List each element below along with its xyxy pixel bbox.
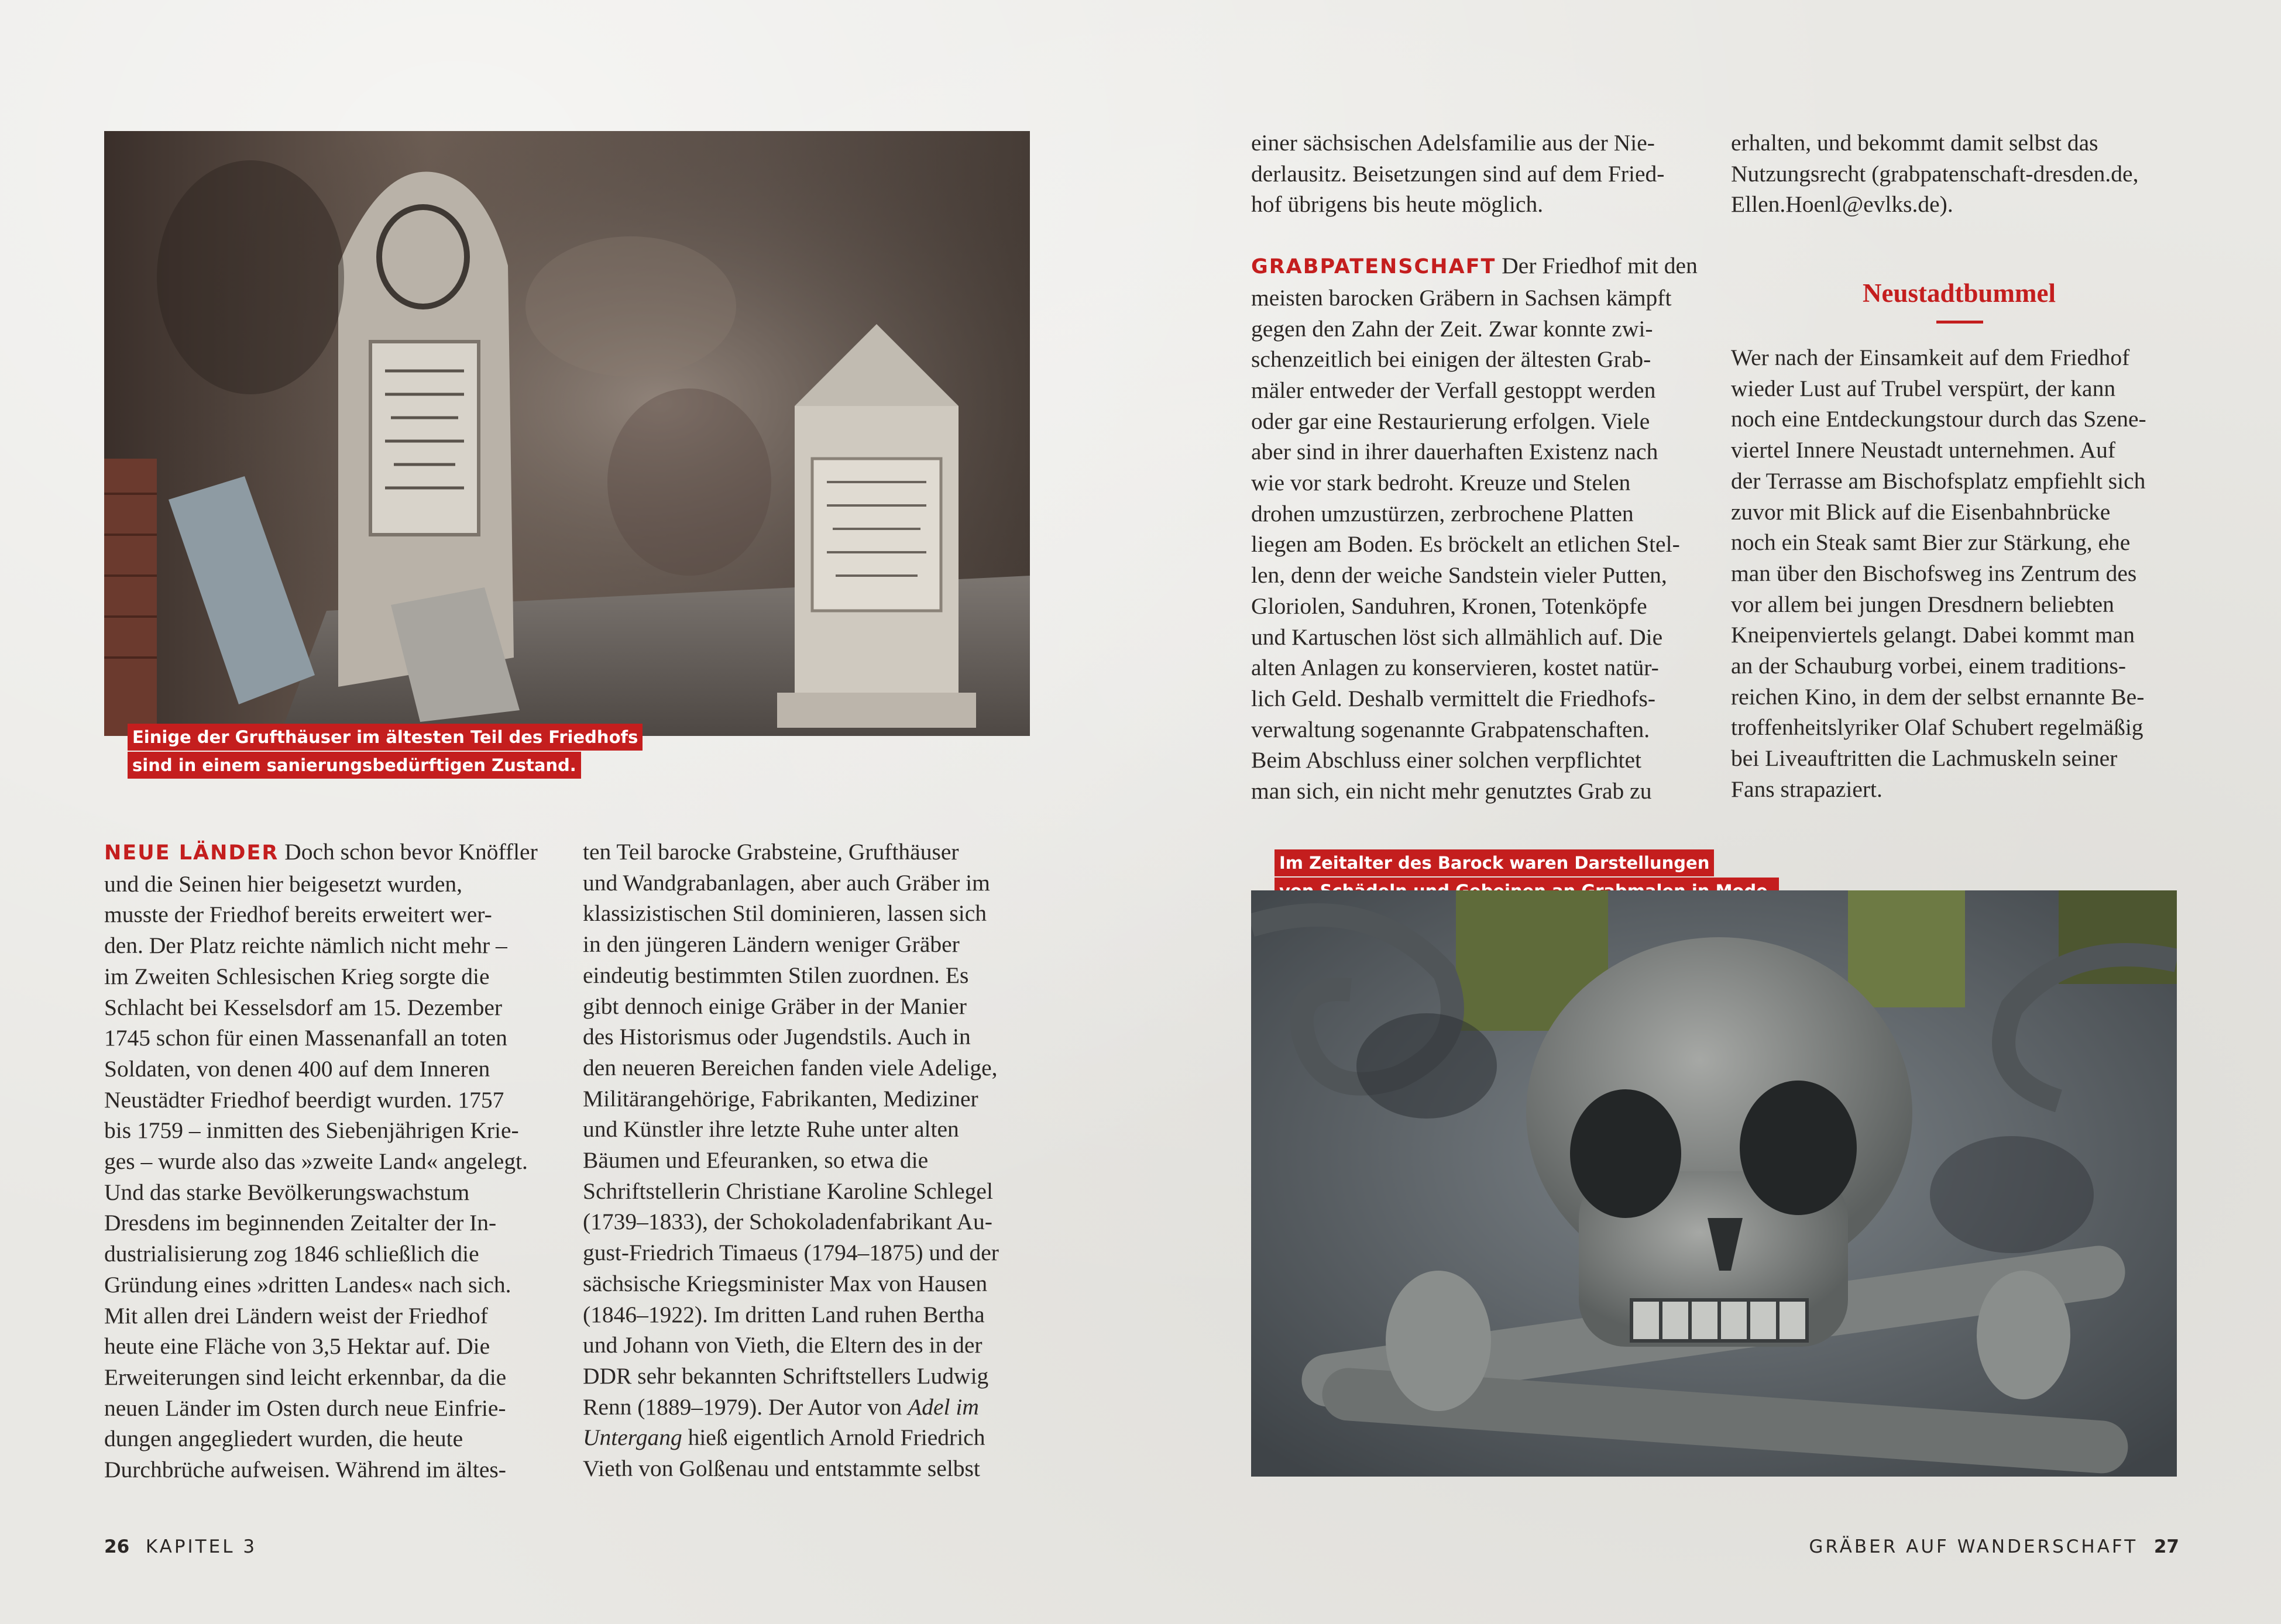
text-line: Schriftstellerin Christiane Karoline Schlegel [583,1178,993,1204]
text-line-with-title [583,1392,1033,1423]
text-line: 1745 schon für einen Massenanfall an toten [104,1025,507,1051]
text-line: heute eine Fläche von 3,5 Hektar auf. Die [104,1333,490,1360]
text-line: Mit allen drei Ländern weist der Friedhof [104,1302,488,1329]
book-title-fragment: Adel im [908,1394,979,1420]
text-line: und die Seinen hier beigesetzt wurden, [104,871,463,897]
text-line: Beim Abschluss einer solchen verpflichtet [1251,747,1641,773]
text-line: noch eine Entdeckungstour durch das Szene- [1731,406,2146,432]
text-line: bis 1759 – inmitten des Siebenjährigen Krie- [104,1117,519,1144]
text-line: troffenheitslyriker Olaf Schubert regelmäßig [1731,714,2143,741]
text-line: und Wandgrabanlagen, aber auch Gräber im [583,869,990,896]
text-line: viertel Innere Neustadt unternehmen. Auf [1731,437,2115,463]
column-4-top [1731,128,2187,220]
text-line: gibt dennoch einige Gräber in der Manier [583,993,967,1019]
text-line: wie vor stark bedroht. Kreuze und Stelen [1251,470,1631,496]
text-line: hof übrigens bis heute möglich. [1251,191,1544,218]
crypt-photo [104,131,1030,736]
text-line: Und das starke Bevölkerungswachstum [104,1179,470,1205]
column-1 [104,837,537,1485]
text-line: Erweiterungen sind leicht erkennbar, da die [104,1364,507,1390]
infobox-title: Neustadtbummel [1862,278,2056,308]
text-line: des Historismus oder Jugendstils. Auch in [583,1024,971,1050]
text-line: schenzeitlich bei einigen der ältesten Grab- [1251,346,1651,373]
text-line: Soldaten, von denen 400 auf dem Inneren [104,1055,490,1082]
text-line: DDR sehr bekannten Schriftstellers Ludwig [583,1362,989,1389]
text-line: aber sind in ihrer dauerhaften Existenz nach [1251,439,1658,465]
text-line: Wer nach der Einsamkeit auf dem Friedhof [1731,345,2130,370]
text-line: Nutzungsrecht (grabpatenschaft-dresden.de, [1731,160,2139,187]
text-line: musste der Friedhof bereits erweitert wer- [104,902,492,928]
text-line: an der Schauburg vorbei, einem traditions- [1731,653,2126,679]
text-fragment: Doch schon bevor Knöffler [279,839,538,865]
text-line: Vieth von Golßenau und entstammte selbst [583,1456,980,1482]
text-line: ten Teil barocke Grabsteine, Grufthäuser [583,839,959,865]
text-line: gegen den Zahn der Zeit. Zwar konnte zwi- [1251,315,1653,342]
text-line: Kneipenviertels gelangt. Dabei kommt man [1731,622,2135,648]
text-line: len, denn der weiche Sandstein vieler Putten, [1251,562,1667,589]
text-line: derlausitz. Beisetzungen sind auf dem Fried- [1251,160,1665,187]
text-line: Schlacht bei Kesselsdorf am 15. Dezember [104,994,503,1020]
text-line: neuen Länder im Osten durch neue Einfrie- [104,1395,506,1421]
text-line: Militärangehörige, Fabrikanten, Mediziner [583,1085,978,1112]
section-lead-grabpatenschaft: GRABPATENSCHAFT [1251,255,1496,279]
text-line: klassizistischen Stil dominieren, lassen sich [583,900,987,927]
text-line: wieder Lust auf Trubel verspürt, der kann [1731,375,2116,401]
infobox-body [1731,342,2187,805]
running-head: GRÄBER AUF WANDERSCHAFT [1809,1536,2138,1557]
page-number: 27 [2153,1536,2179,1557]
text-line-with-title [583,1422,1033,1453]
text-line: bei Liveauftritten die Lachmuskeln seiner [1731,745,2118,772]
running-head: KAPITEL 3 [145,1536,257,1557]
text-line: (1739–1833), der Schokoladenfabrikant Au- [583,1209,992,1235]
text-line: im Zweiten Schlesischen Krieg sorgte die [104,963,490,989]
caption-line: Einige der Grufthäuser im ältesten Teil des Friedhofs [128,724,643,751]
text-line: in den jüngeren Ländern weniger Gräber [583,931,960,958]
paragraph-gap [1251,220,1708,250]
text-line: (1846–1922). Im dritten Land ruhen Bertha [583,1301,985,1327]
text-line: Ellen.Hoenl@evlks.de). [1731,191,1953,218]
text-line: eindeutig bestimmten Stilen zuordnen. Es [583,962,969,988]
column-3 [1251,128,1708,807]
text-fragment: Renn (1889–1979). Der Autor von [583,1394,908,1420]
caption-line: sind in einem sanierungsbedürftigen Zustand. [128,752,581,779]
book-title-fragment: Untergang [583,1425,682,1451]
crypt-photo-caption [128,724,643,780]
footer-left [104,1536,257,1557]
footer-right [1809,1536,2179,1557]
skull-relief-photo [1251,890,2177,1477]
text-line: drohen umzustürzen, zerbrochene Platten [1251,500,1634,527]
column-2 [583,837,1033,1484]
text-line: Neustädter Friedhof beerdigt wurden. 1757 [104,1086,504,1113]
text-line: vor allem bei jungen Dresdnern beliebten [1731,591,2114,617]
section-lead-neue-laender: NEUE LÄNDER [104,841,279,865]
text-line: Bäumen und Efeuranken, so etwa die [583,1147,929,1174]
text-line: gust-Friedrich Timaeus (1794–1875) und der [583,1240,999,1266]
text-line: alten Anlagen zu konservieren, kostet natür- [1251,655,1659,681]
text-line: ges – wurde also das »zweite Land« angelegt. [104,1148,528,1175]
col1-first-line [104,837,537,869]
text-line: dustrialisierung zog 1846 schließlich die [104,1241,479,1267]
text-line: man über den Bischofsweg ins Zentrum des [1731,560,2137,586]
text-line: den neueren Bereichen fanden viele Adelige, [583,1054,998,1081]
text-line: man sich, ein nicht mehr genutztes Grab zu [1251,778,1652,804]
text-line: den. Der Platz reichte nämlich nicht mehr – [104,933,507,959]
text-line: der Terrasse am Bischofsplatz empfiehlt sich [1731,467,2146,494]
text-line: erhalten, und bekommt damit selbst das [1731,130,2098,156]
text-line: reichen Kino, in dem der selbst ernannte Be- [1731,683,2145,710]
text-line: zuvor mit Blick auf die Eisenbahnbrücke [1731,498,2111,525]
col3-grab-first-line [1251,250,1708,283]
text-line: noch ein Steak samt Bier zur Stärkung, ehe [1731,529,2131,556]
text-line: liegen am Boden. Es bröckelt an etlichen Stel- [1251,531,1680,558]
text-fragment: hieß eigentlich Arnold Friedrich [682,1425,985,1451]
text-line: lich Geld. Deshalb vermittelt die Friedhofs- [1251,685,1656,711]
text-line: Gloriolen, Sanduhren, Kronen, Totenköpfe [1251,593,1647,619]
text-line: verwaltung sogenannte Grabpatenschaften. [1251,716,1650,742]
text-line: und Kartuschen löst sich allmählich auf. Die [1251,624,1663,650]
text-line: und Künstler ihre letzte Ruhe unter alten [583,1116,959,1143]
infobox-title-rule [1936,321,1983,324]
caption-line: Im Zeitalter des Barock waren Darstellungen [1275,849,1714,876]
text-line: Gründung eines »dritten Landes« nach sich. [104,1271,511,1298]
text-line: einer sächsischen Adelsfamilie aus der Nie- [1251,130,1655,156]
text-line: sächsische Kriegsminister Max von Hausen [583,1270,988,1296]
text-fragment: Der Friedhof mit den [1496,253,1698,279]
text-line: Durchbrüche aufweisen. Während im ältes- [104,1457,506,1483]
text-line: oder gar eine Restaurierung erfolgen. Viele [1251,408,1650,434]
text-line: und Johann von Vieth, die Eltern des in der [583,1332,983,1358]
text-line: mäler entweder der Verfall gestoppt werden [1251,377,1656,403]
text-line: meisten barocken Gräbern in Sachsen kämpft [1251,284,1672,311]
page-number: 26 [104,1536,130,1557]
text-line: dungen angegliedert wurden, die heute [104,1426,463,1452]
text-line: Fans strapaziert. [1731,776,1882,802]
text-line: Dresdens im beginnenden Zeitalter der In- [104,1210,497,1236]
